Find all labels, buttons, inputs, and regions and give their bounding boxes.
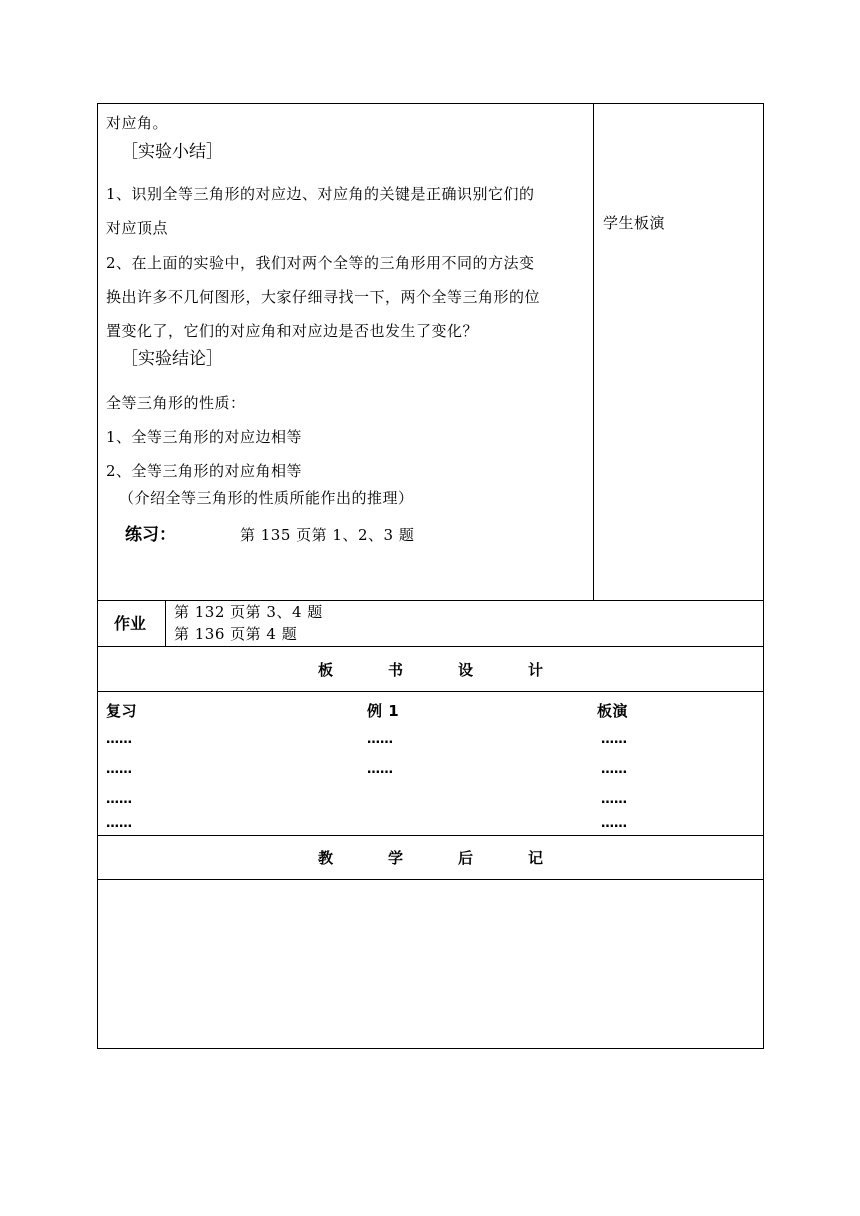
board-demo-row-3: …… <box>601 792 627 807</box>
property-note: （介绍全等三角形的性质所能作出的推理） <box>119 489 414 507</box>
reflection-content[interactable] <box>106 889 746 1039</box>
summary-point-1-line-1: 1、识别全等三角形的对应边、对应角的关键是正确识别它们的 <box>106 185 535 203</box>
board-column-demo-heading: 板演 <box>597 702 629 720</box>
board-title-char-2: 书 <box>387 661 403 679</box>
board-title-char-4: 计 <box>527 661 543 679</box>
summary-point-2-line-2: 换出许多不几何图形，大家仔细寻找一下，两个全等三角形的位 <box>106 288 541 306</box>
board-review-row-3: …… <box>106 792 132 807</box>
side-column-divider <box>593 103 594 600</box>
board-column-example-heading: 例 1 <box>367 702 400 720</box>
row-divider-homework <box>97 600 764 601</box>
prefix-line: 对应角。 <box>106 114 169 132</box>
board-title-char-1: 板 <box>318 661 334 679</box>
conclusion-heading: ［实验结论］ <box>121 349 223 369</box>
reflection-title-char-4: 记 <box>527 849 543 867</box>
property-title: 全等三角形的性质： <box>106 394 246 412</box>
homework-label: 作业 <box>114 614 147 633</box>
row-divider-board-content <box>97 691 764 692</box>
property-2: 2、全等三角形的对应角相等 <box>106 462 303 480</box>
board-review-row-2: …… <box>106 762 132 777</box>
summary-point-2-line-3: 置变化了，它们的对应角和对应边是否也发生了变化？ <box>106 322 479 340</box>
board-review-row-1: …… <box>106 732 132 747</box>
lesson-plan-table <box>97 103 764 1049</box>
reflection-title-char-3: 后 <box>457 849 473 867</box>
homework-label-divider <box>165 600 166 646</box>
board-example-row-1: …… <box>367 732 393 747</box>
row-divider-reflection-title <box>97 835 764 836</box>
board-design-title <box>318 660 543 680</box>
board-title-char-3: 设 <box>457 661 473 679</box>
board-demo-row-1: …… <box>601 732 627 747</box>
row-divider-reflection-content <box>97 879 764 880</box>
board-example-row-2: …… <box>367 762 393 777</box>
board-demo-row-4: …… <box>601 816 627 831</box>
summary-point-2-line-1: 2、在上面的实验中，我们对两个全等的三角形用不同的方法变 <box>106 254 535 272</box>
reflection-title <box>318 848 543 868</box>
reflection-title-char-2: 学 <box>387 849 403 867</box>
homework-line-1: 第 132 页第 3、4 题 <box>174 603 323 621</box>
board-column-review-heading: 复习 <box>106 702 138 720</box>
board-review-row-4: …… <box>106 816 132 831</box>
summary-heading: ［实验小结］ <box>121 142 223 162</box>
summary-point-1-line-2: 对应顶点 <box>106 219 169 237</box>
exercise-text: 第 135 页第 1、2、3 题 <box>240 526 415 544</box>
homework-line-2: 第 136 页第 4 题 <box>174 625 298 643</box>
side-note: 学生板演 <box>603 214 666 232</box>
property-1: 1、全等三角形的对应边相等 <box>106 428 303 446</box>
row-divider-board-title <box>97 646 764 647</box>
exercise-label: 练习： <box>125 525 176 545</box>
reflection-title-char-1: 教 <box>318 849 334 867</box>
board-demo-row-2: …… <box>601 762 627 777</box>
